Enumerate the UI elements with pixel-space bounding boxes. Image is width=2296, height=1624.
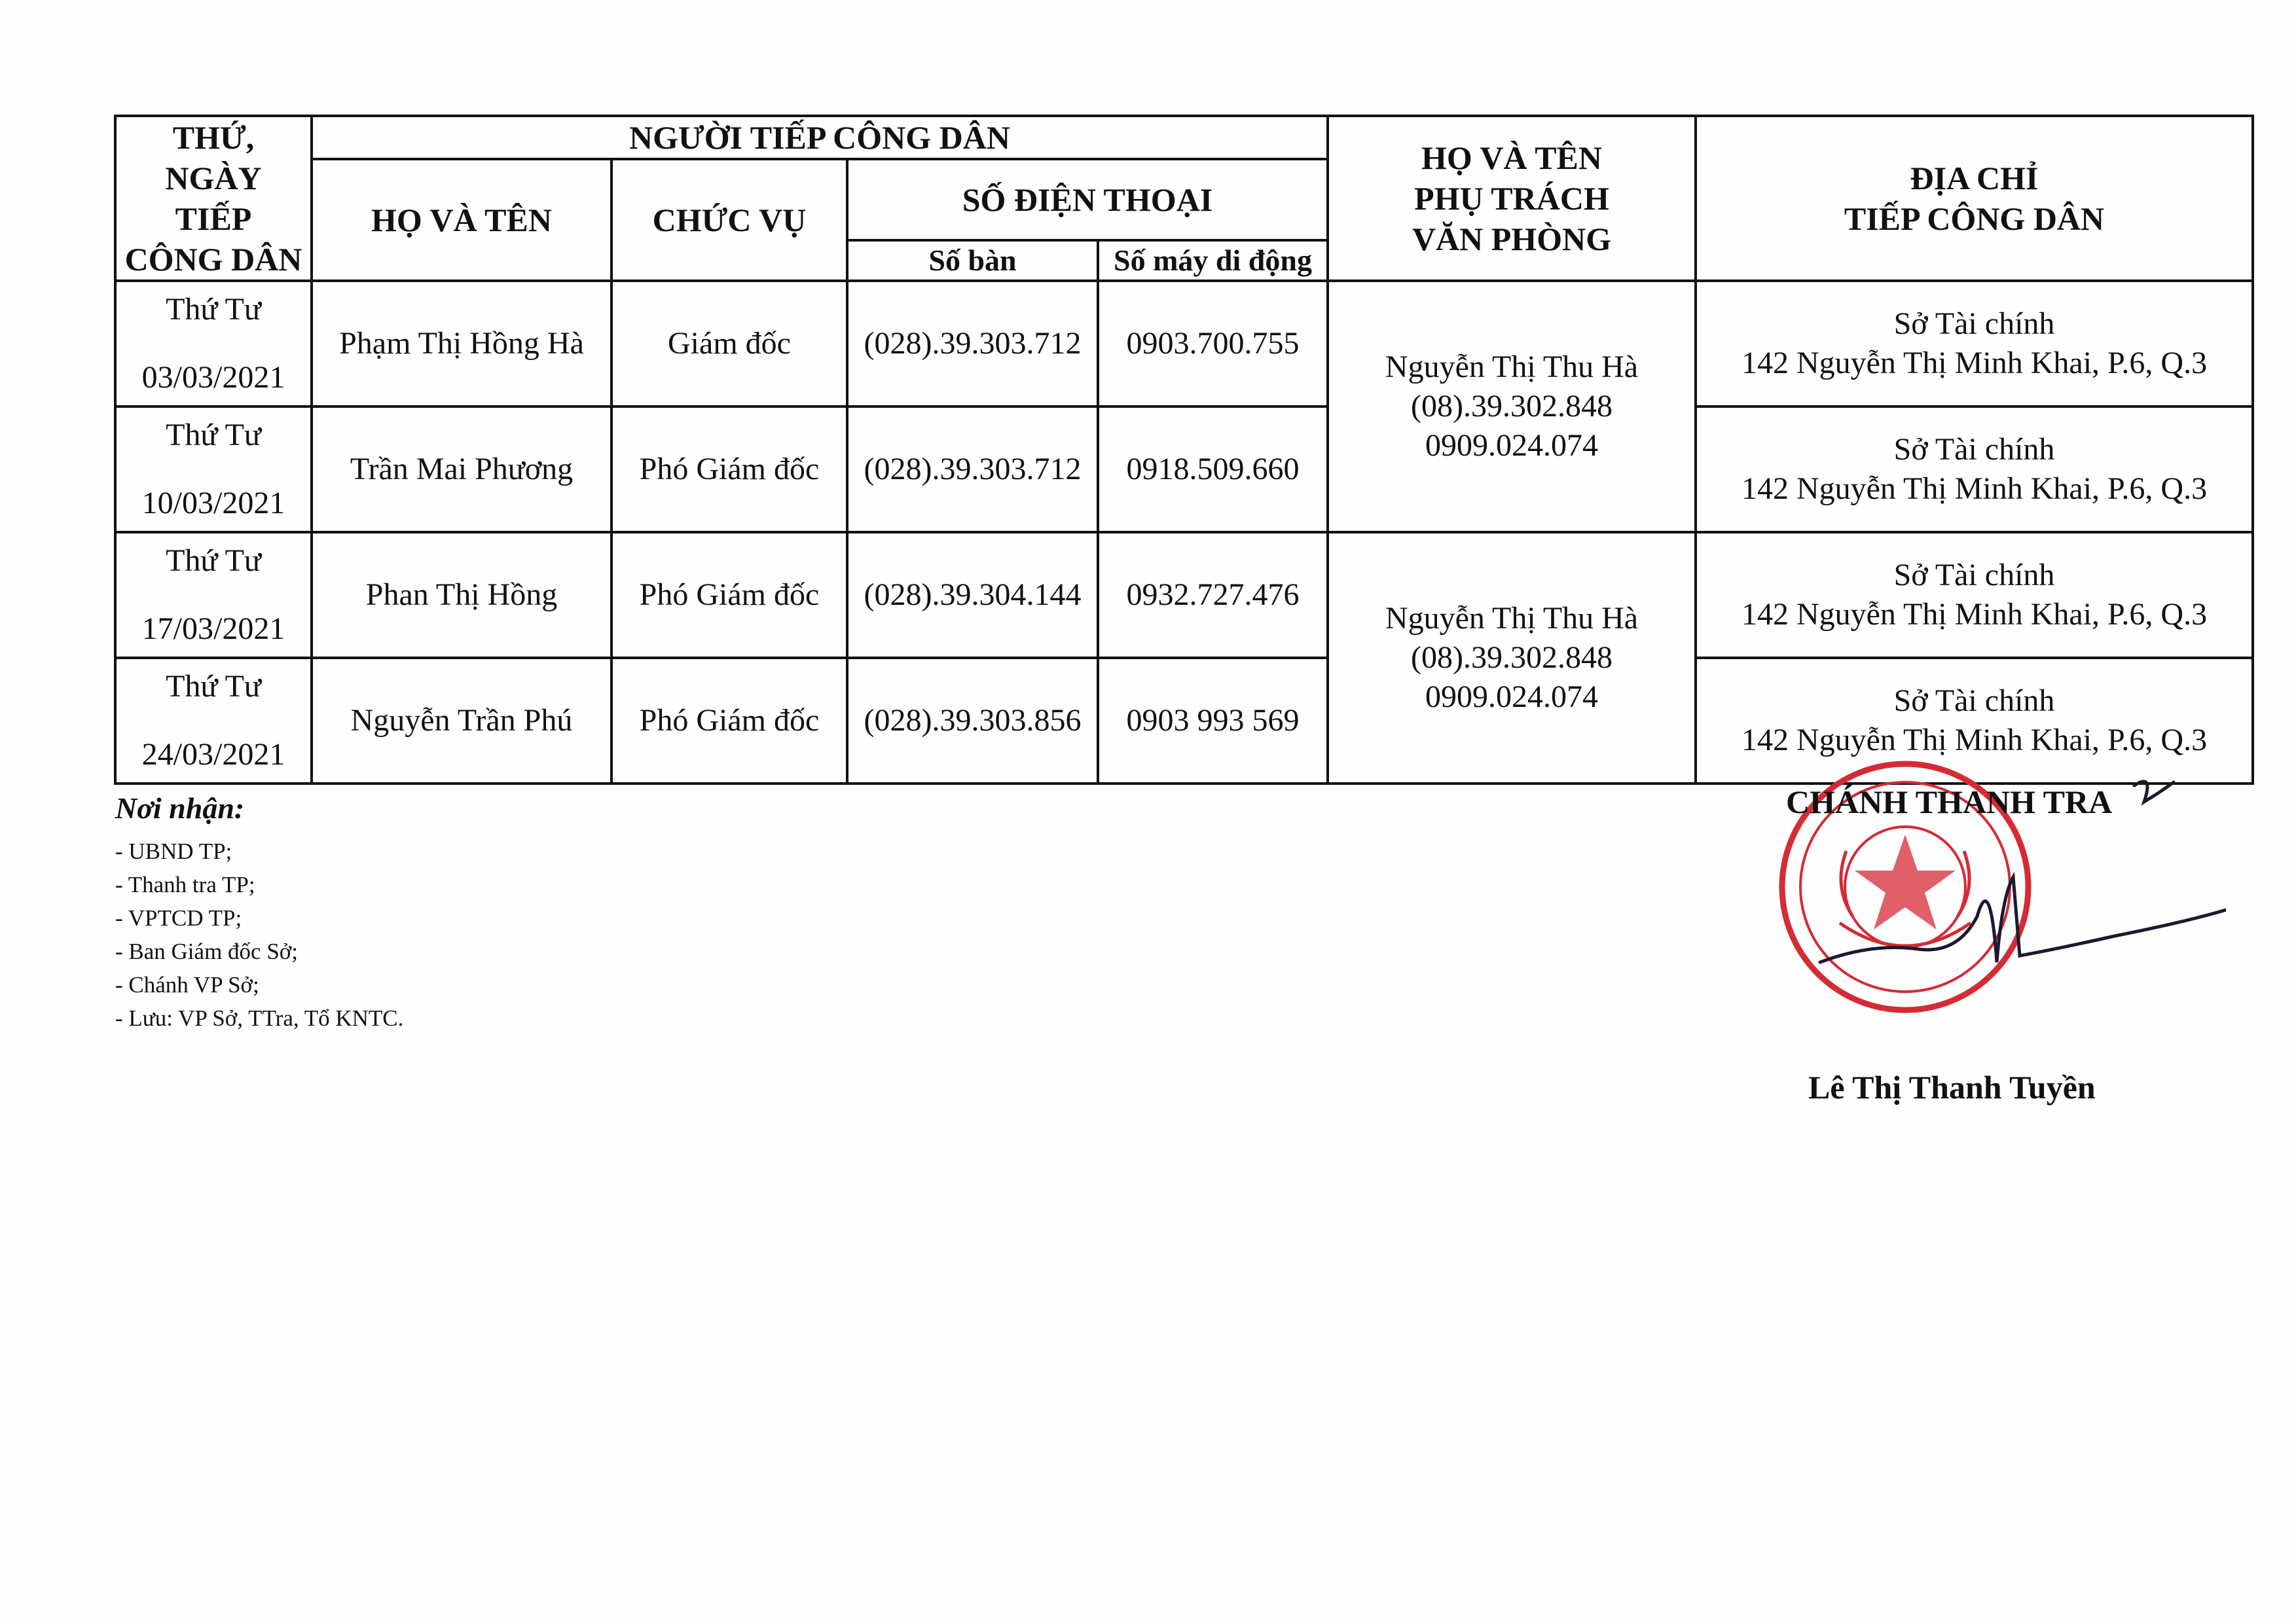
desk-phone-cell: (028).39.303.712 [847,281,1098,406]
header-mobile: Số máy di động [1098,240,1328,281]
receivers-title: Nơi nhận: [115,791,245,825]
list-item: - Lưu: VP Sở, TTra, Tổ KNTC. [115,1005,404,1031]
list-item: - Ban Giám đốc Sở; [115,939,299,964]
address-cell: Sở Tài chính 142 Nguyễn Thị Minh Khai, P.6, Q.3 [1696,532,2253,658]
signatory-title: CHÁNH THANH TRA [1786,784,2113,820]
address-cell: Sở Tài chính 142 Nguyễn Thị Minh Khai, P.6, Q.3 [1696,658,2253,784]
desk-phone-cell: (028).39.303.712 [847,406,1098,532]
list-item: - Chánh VP Sở; [115,972,259,998]
manager-cell: Nguyễn Thị Thu Hà (08).39.302.848 0909.024.074 [1328,281,1696,532]
position-cell: Giám đốc [611,281,847,406]
position-cell: Phó Giám đốc [611,532,847,658]
desk-phone-cell: (028).39.304.144 [847,532,1098,658]
mobile-cell: 0918.509.660 [1098,406,1328,532]
header-row-1 [115,116,2253,159]
mobile-cell: 0932.727.476 [1098,532,1328,658]
header-manager: HỌ VÀ TÊN PHỤ TRÁCH VĂN PHÒNG [1328,116,1696,281]
date-cell: Thứ Tư 17/03/2021 [115,532,312,658]
mobile-cell: 0903 993 569 [1098,658,1328,784]
name-cell: Nguyễn Trần Phú [312,658,611,784]
name-cell: Phan Thị Hồng [312,532,611,658]
address-cell: Sở Tài chính 142 Nguyễn Thị Minh Khai, P.6, Q.3 [1696,281,2253,406]
header-date: THỨ, NGÀY TIẾP CÔNG DÂN [115,116,312,281]
date-cell: Thứ Tư 24/03/2021 [115,658,312,784]
manager-cell: Nguyễn Thị Thu Hà (08).39.302.848 0909.024.074 [1328,532,1696,784]
mobile-cell: 0903.700.755 [1098,281,1328,406]
table-row [115,532,2253,658]
receivers-block [115,791,403,1035]
header-receiver-group: NGƯỜI TIẾP CÔNG DÂN [312,116,1328,159]
name-cell: Phạm Thị Hồng Hà [312,281,611,406]
header-address: ĐỊA CHỈ TIẾP CÔNG DÂN [1696,116,2253,281]
signatory-name: Lê Thị Thanh Tuyền [1808,1069,2096,1106]
header-name: HỌ VÀ TÊN [312,159,611,281]
list-item: - Thanh tra TP; [115,872,255,897]
header-desk-phone: Số bàn [847,240,1098,281]
name-cell: Trần Mai Phương [312,406,611,532]
header-position: CHỨC VỤ [611,159,847,281]
receivers-list [115,835,403,1035]
table-row [115,281,2253,406]
position-cell: Phó Giám đốc [611,658,847,784]
reception-schedule-table [114,115,2254,785]
position-cell: Phó Giám đốc [611,406,847,532]
date-cell: Thứ Tư 10/03/2021 [115,406,312,532]
header-phone-group: SỐ ĐIỆN THOẠI [847,159,1328,240]
table-row [115,406,2253,532]
date-cell: Thứ Tư 03/03/2021 [115,281,312,406]
list-item: - VPTCD TP; [115,905,242,931]
address-cell: Sở Tài chính 142 Nguyễn Thị Minh Khai, P.6, Q.3 [1696,406,2253,532]
list-item: - UBND TP; [115,839,232,864]
desk-phone-cell: (028).39.303.856 [847,658,1098,784]
